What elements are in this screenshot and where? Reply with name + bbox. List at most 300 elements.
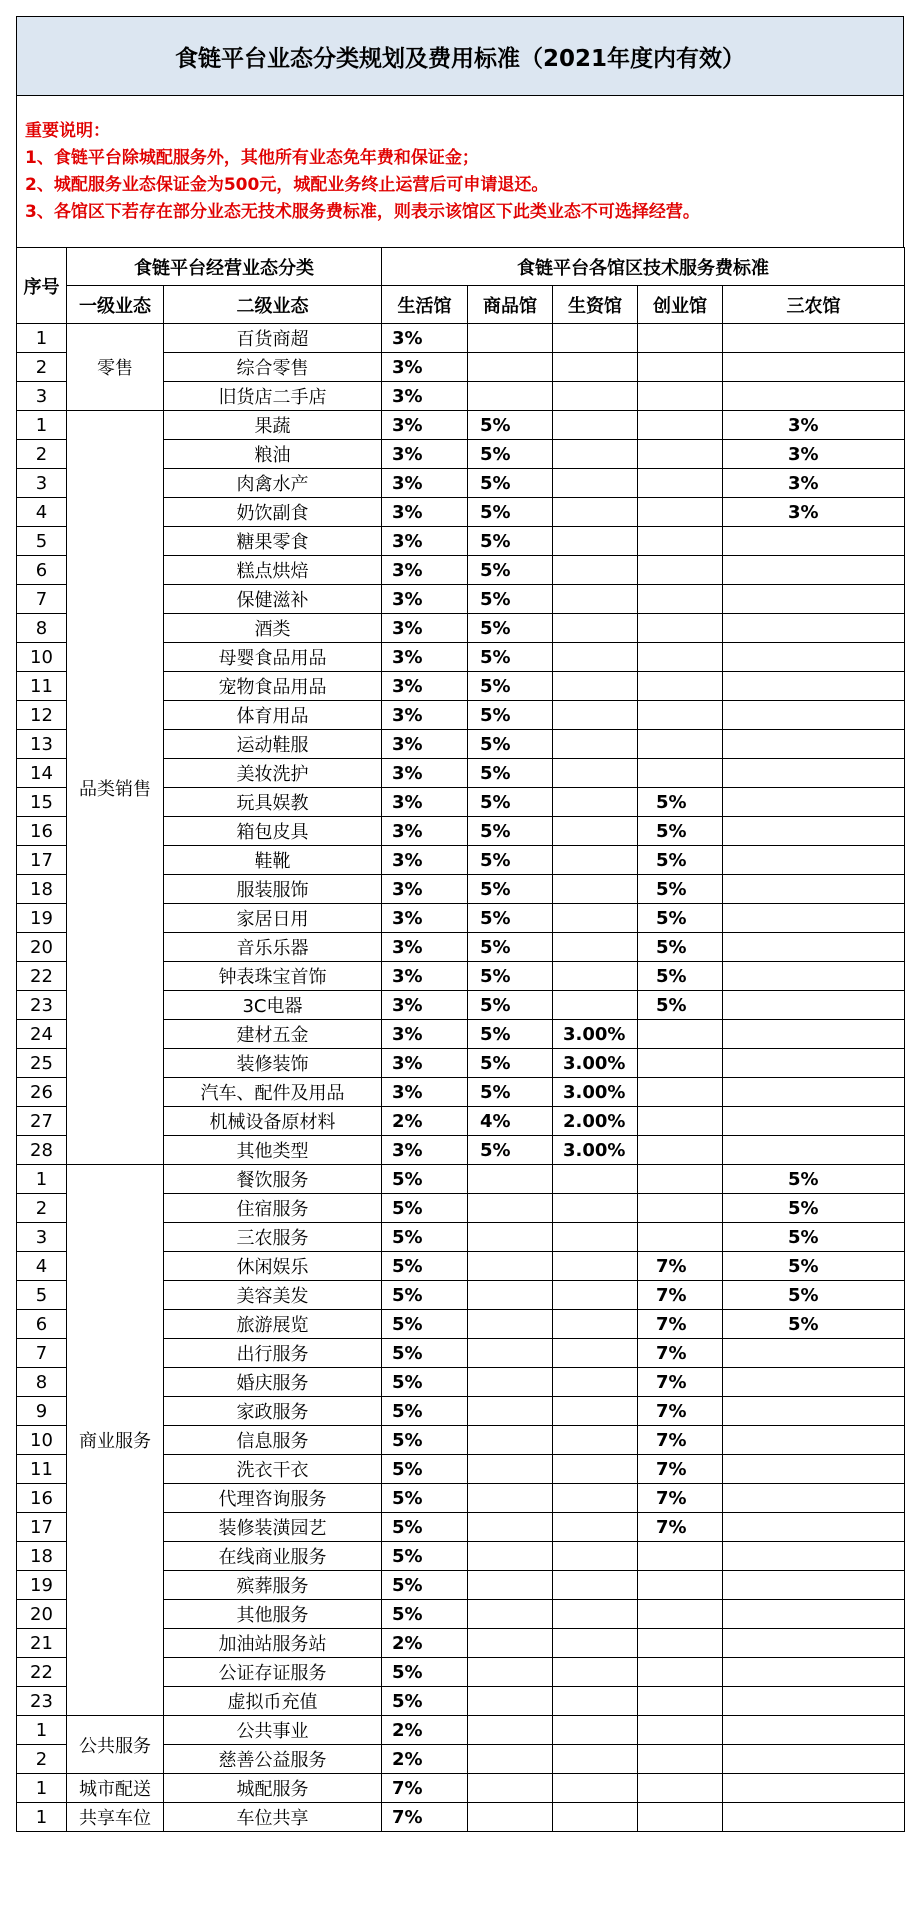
- row-index: 19: [17, 904, 67, 933]
- fee-goods: 5%: [468, 556, 553, 585]
- fee-supplies: 3.00%: [553, 1136, 638, 1165]
- fee-startup: 7%: [638, 1426, 723, 1455]
- fee-agri: 3%: [723, 411, 905, 440]
- row-index: 14: [17, 759, 67, 788]
- row-index: 8: [17, 614, 67, 643]
- row-index: 8: [17, 1368, 67, 1397]
- fee-goods: 5%: [468, 411, 553, 440]
- level2-category: 休闲娱乐: [164, 1252, 382, 1281]
- fee-goods: [468, 1803, 553, 1832]
- level2-category: 城配服务: [164, 1774, 382, 1803]
- level2-category: 旅游展览: [164, 1310, 382, 1339]
- row-index: 2: [17, 1194, 67, 1223]
- fee-life: 5%: [382, 1194, 468, 1223]
- fee-agri: [723, 788, 905, 817]
- level2-category: 宠物食品用品: [164, 672, 382, 701]
- level1-category: 零售: [67, 324, 164, 411]
- row-index: 27: [17, 1107, 67, 1136]
- fee-goods: 5%: [468, 962, 553, 991]
- fee-agri: [723, 1716, 905, 1745]
- row-index: 20: [17, 1600, 67, 1629]
- fee-agri: 3%: [723, 498, 905, 527]
- row-index: 18: [17, 1542, 67, 1571]
- row-index: 6: [17, 556, 67, 585]
- fee-supplies: 2.00%: [553, 1107, 638, 1136]
- fee-life: 3%: [382, 324, 468, 353]
- fee-goods: [468, 1542, 553, 1571]
- fee-agri: [723, 1513, 905, 1542]
- fee-supplies: [553, 411, 638, 440]
- level2-category: 音乐乐器: [164, 933, 382, 962]
- level2-category: 奶饮副食: [164, 498, 382, 527]
- fee-goods: [468, 1745, 553, 1774]
- fee-life: 3%: [382, 788, 468, 817]
- fee-life: 3%: [382, 643, 468, 672]
- fee-goods: [468, 1687, 553, 1716]
- fee-agri: [723, 1774, 905, 1803]
- fee-supplies: [553, 1252, 638, 1281]
- fee-goods: 5%: [468, 1078, 553, 1107]
- fee-startup: 7%: [638, 1310, 723, 1339]
- level2-category: 机械设备原材料: [164, 1107, 382, 1136]
- level1-category: 商业服务: [67, 1165, 164, 1716]
- fee-agri: 5%: [723, 1281, 905, 1310]
- level2-category: 代理咨询服务: [164, 1484, 382, 1513]
- fee-supplies: [553, 962, 638, 991]
- fee-life: 3%: [382, 933, 468, 962]
- fee-agri: [723, 1571, 905, 1600]
- fee-life: 3%: [382, 527, 468, 556]
- fee-goods: 5%: [468, 991, 553, 1020]
- row-index: 9: [17, 1397, 67, 1426]
- fee-goods: 5%: [468, 585, 553, 614]
- fee-goods: [468, 1223, 553, 1252]
- fee-goods: [468, 324, 553, 353]
- table-row: [17, 411, 905, 440]
- row-index: 12: [17, 701, 67, 730]
- row-index: 23: [17, 1687, 67, 1716]
- fee-supplies: [553, 1165, 638, 1194]
- fee-agri: [723, 904, 905, 933]
- page-title: 食链平台业态分类规划及费用标准（2021年度内有效）: [16, 16, 904, 96]
- fee-goods: [468, 1194, 553, 1223]
- fee-life: 3%: [382, 991, 468, 1020]
- row-index: 1: [17, 411, 67, 440]
- fee-startup: 5%: [638, 962, 723, 991]
- level2-category: 服装服饰: [164, 875, 382, 904]
- fee-agri: [723, 1426, 905, 1455]
- fee-startup: [638, 1600, 723, 1629]
- row-index: 10: [17, 1426, 67, 1455]
- fee-startup: [638, 1223, 723, 1252]
- fee-startup: [638, 324, 723, 353]
- fee-agri: [723, 353, 905, 382]
- fee-supplies: [553, 469, 638, 498]
- level2-category: 建材五金: [164, 1020, 382, 1049]
- fee-supplies: [553, 614, 638, 643]
- fee-goods: [468, 1629, 553, 1658]
- table-row: [17, 1716, 905, 1745]
- row-index: 5: [17, 1281, 67, 1310]
- fee-life: 2%: [382, 1107, 468, 1136]
- level2-category: 运动鞋服: [164, 730, 382, 759]
- level2-category: 殡葬服务: [164, 1571, 382, 1600]
- fee-supplies: [553, 527, 638, 556]
- fee-life: 3%: [382, 846, 468, 875]
- level2-category: 洗衣干衣: [164, 1455, 382, 1484]
- row-index: 19: [17, 1571, 67, 1600]
- header-fee-group: 食链平台各馆区技术服务费标准: [382, 248, 905, 286]
- fee-goods: 5%: [468, 498, 553, 527]
- level1-category: 共享车位: [67, 1803, 164, 1832]
- header-hall-startup: 创业馆: [638, 286, 723, 324]
- fee-startup: [638, 1716, 723, 1745]
- fee-agri: [723, 1368, 905, 1397]
- level2-category: 家居日用: [164, 904, 382, 933]
- fee-startup: 7%: [638, 1513, 723, 1542]
- fee-goods: [468, 1774, 553, 1803]
- row-index: 26: [17, 1078, 67, 1107]
- fee-goods: [468, 1455, 553, 1484]
- fee-startup: [638, 411, 723, 440]
- fee-agri: [723, 730, 905, 759]
- fee-agri: [723, 991, 905, 1020]
- fee-startup: [638, 556, 723, 585]
- fee-startup: 5%: [638, 991, 723, 1020]
- level2-category: 钟表珠宝首饰: [164, 962, 382, 991]
- notes-heading: 重要说明：: [25, 121, 110, 141]
- fee-life: 3%: [382, 1078, 468, 1107]
- fee-life: 5%: [382, 1252, 468, 1281]
- fee-agri: [723, 1397, 905, 1426]
- level2-category: 车位共享: [164, 1803, 382, 1832]
- row-index: 2: [17, 440, 67, 469]
- row-index: 22: [17, 962, 67, 991]
- fee-startup: [638, 1658, 723, 1687]
- fee-startup: [638, 1687, 723, 1716]
- fee-agri: [723, 875, 905, 904]
- table-row: [17, 324, 905, 353]
- row-index: 3: [17, 469, 67, 498]
- fee-life: 2%: [382, 1629, 468, 1658]
- fee-agri: [723, 1484, 905, 1513]
- note-item: 1、食链平台除城配服务外，其他所有业态免年费和保证金；: [25, 148, 479, 168]
- fee-agri: [723, 672, 905, 701]
- row-index: 6: [17, 1310, 67, 1339]
- fee-goods: [468, 1571, 553, 1600]
- fee-goods: [468, 1658, 553, 1687]
- fee-supplies: [553, 498, 638, 527]
- fee-agri: [723, 585, 905, 614]
- header-level1: 一级业态: [67, 286, 164, 324]
- fee-goods: 5%: [468, 672, 553, 701]
- table-row: [17, 1165, 905, 1194]
- fee-startup: [638, 353, 723, 382]
- row-index: 25: [17, 1049, 67, 1078]
- fee-life: 7%: [382, 1774, 468, 1803]
- fee-startup: 5%: [638, 817, 723, 846]
- level2-category: 3C电器: [164, 991, 382, 1020]
- row-index: 1: [17, 1716, 67, 1745]
- level2-category: 箱包皮具: [164, 817, 382, 846]
- fee-goods: 5%: [468, 904, 553, 933]
- fee-agri: [723, 701, 905, 730]
- fee-goods: 5%: [468, 614, 553, 643]
- fee-life: 5%: [382, 1513, 468, 1542]
- fee-life: 5%: [382, 1368, 468, 1397]
- row-index: 4: [17, 1252, 67, 1281]
- fee-startup: [638, 1774, 723, 1803]
- fee-goods: [468, 1368, 553, 1397]
- fee-startup: [638, 1194, 723, 1223]
- fee-startup: 5%: [638, 846, 723, 875]
- fee-agri: [723, 1803, 905, 1832]
- fee-supplies: [553, 1542, 638, 1571]
- fee-supplies: [553, 730, 638, 759]
- table-body: [17, 324, 905, 1832]
- row-index: 1: [17, 1165, 67, 1194]
- fee-agri: [723, 1078, 905, 1107]
- fee-agri: 3%: [723, 469, 905, 498]
- fee-goods: 5%: [468, 759, 553, 788]
- fee-life: 5%: [382, 1542, 468, 1571]
- row-index: 1: [17, 1803, 67, 1832]
- fee-life: 5%: [382, 1339, 468, 1368]
- fee-agri: [723, 614, 905, 643]
- fee-goods: [468, 1165, 553, 1194]
- fee-startup: [638, 1803, 723, 1832]
- level2-category: 保健滋补: [164, 585, 382, 614]
- fee-life: 3%: [382, 1020, 468, 1049]
- fee-goods: 4%: [468, 1107, 553, 1136]
- level2-category: 糖果零食: [164, 527, 382, 556]
- level2-category: 其他类型: [164, 1136, 382, 1165]
- fee-life: 3%: [382, 498, 468, 527]
- fee-life: 5%: [382, 1397, 468, 1426]
- level2-category: 母婴食品用品: [164, 643, 382, 672]
- fee-startup: [638, 1745, 723, 1774]
- fee-startup: 5%: [638, 933, 723, 962]
- row-index: 23: [17, 991, 67, 1020]
- level2-category: 加油站服务站: [164, 1629, 382, 1658]
- level2-category: 综合零售: [164, 353, 382, 382]
- fee-goods: 5%: [468, 1020, 553, 1049]
- fee-supplies: [553, 1600, 638, 1629]
- fee-startup: [638, 1020, 723, 1049]
- fee-supplies: [553, 1745, 638, 1774]
- level2-category: 慈善公益服务: [164, 1745, 382, 1774]
- fee-goods: [468, 1339, 553, 1368]
- row-index: 1: [17, 1774, 67, 1803]
- fee-startup: 7%: [638, 1484, 723, 1513]
- fee-agri: [723, 1745, 905, 1774]
- level2-category: 在线商业服务: [164, 1542, 382, 1571]
- level2-category: 旧货店二手店: [164, 382, 382, 411]
- fee-life: 3%: [382, 614, 468, 643]
- fee-life: 5%: [382, 1455, 468, 1484]
- fee-agri: [723, 643, 905, 672]
- fee-supplies: [553, 1223, 638, 1252]
- row-index: 2: [17, 1745, 67, 1774]
- fee-startup: 7%: [638, 1281, 723, 1310]
- fee-agri: [723, 933, 905, 962]
- fee-goods: [468, 1484, 553, 1513]
- table-row: [17, 1803, 905, 1832]
- fee-startup: [638, 1571, 723, 1600]
- fee-startup: 5%: [638, 875, 723, 904]
- fee-life: 3%: [382, 904, 468, 933]
- fee-goods: [468, 1281, 553, 1310]
- level2-category: 装修装潢园艺: [164, 1513, 382, 1542]
- fee-supplies: [553, 1716, 638, 1745]
- fee-startup: [638, 382, 723, 411]
- fee-agri: [723, 1049, 905, 1078]
- level1-category: 公共服务: [67, 1716, 164, 1774]
- fee-supplies: 3.00%: [553, 1020, 638, 1049]
- row-index: 24: [17, 1020, 67, 1049]
- fee-supplies: [553, 1803, 638, 1832]
- level2-category: 虚拟币充值: [164, 1687, 382, 1716]
- row-index: 17: [17, 1513, 67, 1542]
- fee-life: 2%: [382, 1716, 468, 1745]
- level2-category: 住宿服务: [164, 1194, 382, 1223]
- fee-life: 5%: [382, 1165, 468, 1194]
- fee-goods: 5%: [468, 875, 553, 904]
- row-index: 18: [17, 875, 67, 904]
- header-category-group: 食链平台经营业态分类: [67, 248, 382, 286]
- fee-goods: 5%: [468, 933, 553, 962]
- fee-agri: [723, 1658, 905, 1687]
- fee-life: 3%: [382, 585, 468, 614]
- row-index: 13: [17, 730, 67, 759]
- fee-agri: [723, 846, 905, 875]
- fee-supplies: [553, 440, 638, 469]
- fee-supplies: [553, 1571, 638, 1600]
- fee-agri: 5%: [723, 1310, 905, 1339]
- fee-startup: [638, 527, 723, 556]
- fee-life: 3%: [382, 382, 468, 411]
- level2-category: 其他服务: [164, 1600, 382, 1629]
- fee-agri: [723, 1600, 905, 1629]
- fee-supplies: [553, 904, 638, 933]
- fee-supplies: [553, 1687, 638, 1716]
- fee-supplies: [553, 1426, 638, 1455]
- level1-category: 品类销售: [67, 411, 164, 1165]
- fee-supplies: [553, 701, 638, 730]
- fee-supplies: [553, 1368, 638, 1397]
- fee-supplies: [553, 1455, 638, 1484]
- fee-supplies: [553, 1281, 638, 1310]
- table-header: [17, 248, 905, 324]
- fee-goods: [468, 353, 553, 382]
- fee-startup: [638, 1542, 723, 1571]
- fee-life: 3%: [382, 411, 468, 440]
- fee-goods: 5%: [468, 469, 553, 498]
- level2-category: 玩具娱教: [164, 788, 382, 817]
- fee-startup: 7%: [638, 1455, 723, 1484]
- row-index: 11: [17, 1455, 67, 1484]
- fee-agri: 5%: [723, 1223, 905, 1252]
- level2-category: 公共事业: [164, 1716, 382, 1745]
- fee-goods: 5%: [468, 846, 553, 875]
- fee-goods: 5%: [468, 1136, 553, 1165]
- fee-life: 7%: [382, 1803, 468, 1832]
- fee-life: 5%: [382, 1658, 468, 1687]
- fee-life: 3%: [382, 701, 468, 730]
- level2-category: 婚庆服务: [164, 1368, 382, 1397]
- row-index: 15: [17, 788, 67, 817]
- level2-category: 粮油: [164, 440, 382, 469]
- fee-life: 5%: [382, 1571, 468, 1600]
- row-index: 21: [17, 1629, 67, 1658]
- fee-supplies: [553, 1397, 638, 1426]
- fee-agri: [723, 1629, 905, 1658]
- fee-supplies: [553, 1339, 638, 1368]
- fee-startup: [638, 672, 723, 701]
- fee-life: 3%: [382, 440, 468, 469]
- fee-life: 5%: [382, 1484, 468, 1513]
- fee-startup: [638, 614, 723, 643]
- fee-life: 3%: [382, 875, 468, 904]
- header-hall-agri: 三农馆: [723, 286, 905, 324]
- fee-life: 5%: [382, 1687, 468, 1716]
- fee-supplies: [553, 1194, 638, 1223]
- fee-goods: 5%: [468, 730, 553, 759]
- level2-category: 三农服务: [164, 1223, 382, 1252]
- note-item: 2、城配服务业态保证金为500元，城配业务终止运营后可申请退还。: [25, 175, 549, 195]
- fee-life: 3%: [382, 469, 468, 498]
- level2-category: 公证存证服务: [164, 1658, 382, 1687]
- fee-goods: [468, 382, 553, 411]
- fee-supplies: [553, 585, 638, 614]
- fee-agri: [723, 817, 905, 846]
- fee-startup: [638, 1049, 723, 1078]
- fee-startup: [638, 440, 723, 469]
- fee-goods: [468, 1426, 553, 1455]
- fee-supplies: [553, 846, 638, 875]
- row-index: 17: [17, 846, 67, 875]
- fee-goods: [468, 1397, 553, 1426]
- level2-category: 美妆洗护: [164, 759, 382, 788]
- fee-goods: 5%: [468, 788, 553, 817]
- level2-category: 肉禽水产: [164, 469, 382, 498]
- fee-startup: [638, 1078, 723, 1107]
- header-level2: 二级业态: [164, 286, 382, 324]
- fee-agri: [723, 1687, 905, 1716]
- table-row: [17, 1774, 905, 1803]
- fee-life: 5%: [382, 1223, 468, 1252]
- row-index: 3: [17, 382, 67, 411]
- level2-category: 美容美发: [164, 1281, 382, 1310]
- row-index: 4: [17, 498, 67, 527]
- fee-agri: [723, 324, 905, 353]
- fee-life: 3%: [382, 817, 468, 846]
- fee-supplies: [553, 759, 638, 788]
- level2-category: 百货商超: [164, 324, 382, 353]
- fee-life: 3%: [382, 353, 468, 382]
- fee-life: 3%: [382, 962, 468, 991]
- level2-category: 果蔬: [164, 411, 382, 440]
- fee-supplies: 3.00%: [553, 1078, 638, 1107]
- row-index: 7: [17, 1339, 67, 1368]
- fee-agri: [723, 556, 905, 585]
- fee-startup: [638, 1136, 723, 1165]
- level2-category: 汽车、配件及用品: [164, 1078, 382, 1107]
- fee-life: 5%: [382, 1426, 468, 1455]
- fee-supplies: [553, 1629, 638, 1658]
- fee-supplies: [553, 643, 638, 672]
- fee-agri: [723, 1136, 905, 1165]
